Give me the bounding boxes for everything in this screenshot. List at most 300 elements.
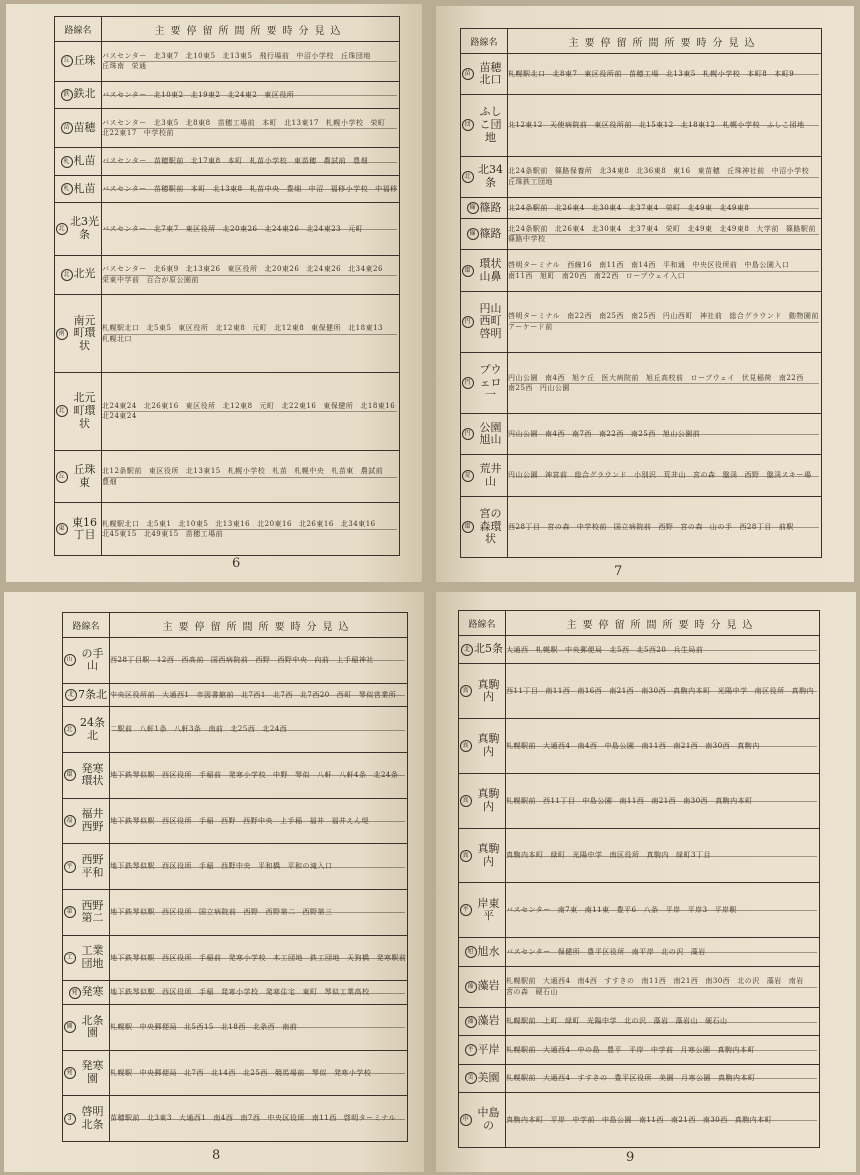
table-row — [55, 175, 400, 202]
stop-name: 北26東16 — [143, 401, 179, 410]
stop-name: 競馬場前 — [274, 1068, 305, 1077]
stop-name: 中学前 — [572, 1115, 595, 1124]
stop-list — [508, 374, 821, 393]
stop-list — [110, 1023, 407, 1031]
table-row — [55, 42, 400, 82]
route-code-badge: 真 — [460, 740, 472, 752]
stop-name: 札苗中央 — [249, 184, 280, 193]
stop-name: 大通西4 — [543, 977, 571, 986]
stop-name: 中央区役所前 — [692, 261, 738, 270]
route-name: 公園旭山 — [479, 420, 502, 447]
stop-name: 北10東2 — [153, 90, 184, 99]
stop-name: 北12東12 — [508, 121, 543, 130]
route-cell — [63, 889, 110, 935]
stop-name: 北5西15 — [184, 1023, 214, 1032]
table-row — [55, 450, 400, 503]
stop-name: 南7東 — [557, 906, 578, 915]
stop-name: 西野 — [255, 656, 271, 665]
stop-list — [508, 121, 821, 129]
route-code-badge: 鉄 — [61, 89, 73, 101]
route-label — [55, 55, 101, 68]
stop-name: 南区役所 — [609, 851, 640, 860]
stops-cell — [110, 753, 408, 799]
stop-name: 南11西 — [619, 796, 645, 805]
route-label — [55, 464, 101, 489]
route-label — [63, 986, 109, 999]
stop-name: 発寒小学校 — [228, 771, 266, 780]
stop-name: 円山公園 — [539, 383, 570, 392]
stop-name: 北49東8 — [719, 203, 750, 212]
stop-name: 北14西 — [210, 1068, 236, 1077]
timetable — [62, 612, 408, 1142]
stop-name: 南11西 — [599, 261, 624, 270]
stop-name: 札幌駅 — [535, 645, 558, 654]
stop-list — [102, 225, 399, 233]
stop-name: 北10東5 — [178, 519, 209, 528]
stop-name: 南11西 — [545, 687, 571, 696]
stop-name: 北15東12 — [638, 121, 674, 130]
stop-name: 西野第三 — [302, 908, 333, 917]
stop-name: 大通西 — [506, 645, 529, 654]
route-name: 札苗 — [73, 181, 96, 195]
stop-name: 啓明ターミナル — [508, 261, 561, 270]
table-row — [459, 828, 820, 883]
stop-name: 東保健所 — [311, 324, 342, 333]
route-code-badge: 平 — [460, 904, 472, 916]
stop-name: 豊平 — [606, 1045, 622, 1054]
stops-cell — [102, 450, 400, 503]
stop-name: 北条西 — [252, 1023, 276, 1032]
stop-name: 北49東 — [687, 224, 713, 233]
stop-name: 北34東8 — [599, 167, 630, 176]
route-cell — [55, 255, 102, 295]
route-code-badge: 篠 — [467, 228, 479, 240]
stop-name: 農試前 — [323, 157, 347, 166]
route-label — [459, 946, 505, 959]
stop-name: 西区役所 — [162, 862, 192, 871]
route-cell — [461, 352, 508, 413]
stop-name: 宮の森 — [693, 471, 716, 480]
stop-name: 旭町 — [539, 271, 555, 280]
route-name: 北元町環状 — [73, 391, 96, 430]
route-name: ふしこ団地 — [479, 105, 502, 144]
stops-cell — [110, 1096, 408, 1142]
route-name: 札苗 — [73, 154, 96, 168]
route-cell — [55, 372, 102, 450]
stop-name: 中福移 — [375, 184, 398, 193]
route-cell — [55, 295, 102, 373]
route-cell — [55, 42, 102, 82]
stop-name: 八軒3条 — [173, 725, 202, 734]
stop-name: 中学校前 — [576, 522, 607, 531]
stops-cell — [506, 1007, 820, 1035]
stops-cell — [110, 1004, 408, 1050]
stop-name: 北24東26 — [306, 265, 342, 274]
route-code-badge: 円 — [462, 377, 474, 389]
route-label — [63, 1015, 109, 1040]
route-code-badge: 発 — [69, 987, 81, 999]
table-row — [63, 1096, 408, 1142]
route-cell — [461, 95, 508, 156]
route-name: 真駒内 — [477, 841, 500, 868]
stop-name: 北26東16 — [298, 519, 334, 528]
stop-name: 南11西 — [641, 977, 667, 986]
route-label — [63, 763, 109, 788]
route-code-badge: 中 — [460, 1114, 472, 1126]
stop-name: 札苗 — [272, 467, 288, 476]
route-name: 福井西野 — [81, 807, 104, 833]
route-code-badge: 荒 — [462, 470, 474, 482]
stop-list — [102, 52, 399, 71]
stops-cell — [102, 148, 400, 175]
stop-name: 総合グラウンド — [574, 471, 627, 480]
stop-name: 円山公園 — [508, 373, 538, 382]
stop-name: 豊畑 — [353, 157, 369, 166]
stop-name: 大通西1 — [162, 690, 190, 699]
stop-name: 南20西 — [561, 271, 587, 280]
stop-name: 北20東26 — [264, 265, 300, 274]
table-row — [459, 664, 820, 719]
route-code-badge: 平 — [465, 1044, 477, 1056]
stop-name: 北24西 — [262, 725, 288, 734]
table-row — [55, 202, 400, 255]
stop-name: 真駒内本町 — [715, 796, 753, 805]
stop-name: 南22西 — [567, 312, 593, 321]
route-code-badge: 北 — [56, 405, 68, 417]
table-row — [55, 503, 400, 556]
stop-name: バスセンター — [506, 947, 551, 956]
stop-name: 苗穂工場 — [628, 69, 659, 78]
stops-cell — [102, 175, 400, 202]
route-label — [461, 106, 507, 144]
table-header-row — [63, 613, 408, 638]
table-row — [55, 295, 400, 373]
route-code-badge: 園 — [64, 1021, 76, 1033]
stops-cell — [506, 1093, 820, 1148]
stops-cell — [102, 42, 400, 82]
stop-name: 札幌駅 — [110, 1068, 133, 1077]
stop-name: 地下鉄琴似駅 — [110, 862, 155, 871]
stop-name: 北7西 — [184, 1068, 204, 1077]
stop-name: 北18東13 — [348, 324, 383, 333]
stop-name: ロープウェイ入口 — [625, 271, 686, 280]
stop-name: 南11西 — [508, 271, 533, 280]
stop-name: 豊平区役所 — [587, 947, 625, 956]
stop-name: 南30西 — [705, 977, 731, 986]
route-label — [63, 900, 109, 925]
route-column-header: 路線名 — [461, 29, 508, 54]
stop-name: 東苗穂 — [294, 157, 317, 166]
stop-name: 藻岩 — [766, 977, 782, 986]
stop-name: バスセンター — [102, 90, 147, 99]
stops-cell — [110, 707, 408, 753]
route-cell — [55, 202, 102, 255]
stop-name: 保健所 — [557, 947, 581, 956]
table-row — [63, 798, 408, 844]
stop-list — [508, 430, 821, 438]
route-label — [461, 422, 507, 447]
stop-name: 南21西 — [609, 687, 635, 696]
stop-name: バスセンター — [102, 157, 147, 166]
route-label — [461, 508, 507, 546]
stop-name: 北37東4 — [628, 203, 659, 212]
stop-name: 手稲 — [199, 816, 214, 825]
stop-name: 盤渓スキー場 — [766, 471, 812, 480]
stop-name: 札幌駅前 — [506, 741, 536, 750]
stop-name: バスセンター — [506, 906, 551, 915]
stop-list — [102, 467, 399, 486]
stop-name: 平和の滝入口 — [287, 862, 333, 871]
stop-name: 中央郵便局 — [565, 645, 603, 654]
stop-list — [102, 324, 399, 343]
table-row — [461, 54, 822, 95]
route-name: 北3光条 — [70, 215, 99, 241]
stop-list — [102, 119, 399, 138]
stop-name: 地下鉄琴似駅 — [110, 816, 155, 825]
stops-cell — [506, 966, 820, 1007]
stops-cell — [508, 54, 822, 95]
route-cell — [55, 503, 102, 556]
stop-list — [102, 157, 399, 165]
stop-name: 真駒内本町 — [673, 687, 711, 696]
route-label — [55, 517, 101, 542]
table-row — [459, 1036, 820, 1064]
stop-name: 北30東4 — [591, 203, 622, 212]
stop-name: 南30西 — [705, 741, 731, 750]
stop-name: 栄通 — [131, 62, 147, 71]
stop-name: 北34東16 — [340, 519, 376, 528]
stop-name: 北24東26 — [264, 224, 300, 233]
stop-name: 南4西 — [213, 1114, 234, 1123]
stop-name: 地下鉄琴似駅 — [110, 908, 155, 917]
stops-cell — [508, 95, 822, 156]
page-number: 6 — [232, 556, 241, 571]
stop-name: 真駒内本町 — [506, 1115, 544, 1124]
stop-name: 円山公園 — [508, 430, 538, 439]
stops-cell — [508, 455, 822, 496]
stop-name: 篠路駅前 — [785, 224, 816, 233]
stop-name: 真駒内 — [646, 851, 669, 860]
stop-list — [110, 817, 407, 825]
stops-cell — [508, 352, 822, 413]
stop-name: 南25西 — [630, 430, 656, 439]
stop-name: 南21西 — [651, 796, 677, 805]
stop-list — [110, 771, 407, 779]
stop-name: 西区役所 — [162, 771, 192, 780]
stop-name: アーケード前 — [508, 322, 553, 331]
stop-name: 中央郵便局 — [139, 1023, 177, 1032]
stop-name: 南岩 — [788, 977, 804, 986]
stop-name: 発寒小学校 — [221, 988, 259, 997]
stops-cell — [506, 636, 820, 664]
timetable — [458, 610, 820, 1148]
table-row — [55, 255, 400, 295]
stop-name: 中沼小学校 — [771, 167, 810, 176]
stop-name: 向前 — [314, 656, 330, 665]
route-cell — [63, 753, 110, 799]
table-row — [63, 638, 408, 684]
stop-name: 北20東26 — [222, 224, 258, 233]
stop-name: 南平岸 — [631, 947, 655, 956]
route-code-badge: 藻 — [465, 981, 477, 993]
stop-list — [506, 1074, 819, 1082]
stop-list — [102, 91, 399, 99]
table-row — [63, 981, 408, 1005]
stops-cell — [102, 372, 400, 450]
route-cell — [461, 496, 508, 557]
route-cell — [63, 844, 110, 890]
stop-name: 北13東15 — [185, 467, 221, 476]
route-cell — [63, 707, 110, 753]
route-code-badge: 環 — [462, 265, 474, 277]
route-code-badge: 北 — [461, 644, 473, 656]
stop-name: 北7西 — [272, 690, 293, 699]
stop-name: バスセンター — [102, 224, 147, 233]
stop-name: 北3東3 — [147, 1114, 172, 1123]
stop-name: 上手稲 — [280, 816, 303, 825]
stop-name: 北24条駅前 — [508, 224, 548, 233]
stop-name: 栄町 — [665, 224, 681, 233]
route-name: 平岸 — [477, 1042, 500, 1056]
route-cell — [459, 719, 506, 774]
stop-name: 北の沢 — [737, 977, 760, 986]
stop-name: 南21西 — [673, 977, 699, 986]
stop-list — [506, 646, 819, 654]
stop-name: すすきの — [604, 977, 635, 986]
stop-name: 南22西 — [778, 373, 804, 382]
stop-name: 前駅 — [778, 522, 794, 531]
stop-name: 西野中央 — [277, 656, 308, 665]
stop-name: ロープウェイ — [690, 373, 735, 382]
stop-name: 北25西 — [230, 725, 256, 734]
stop-list — [102, 520, 399, 539]
stop-list — [110, 988, 407, 996]
stop-name: バスセンター — [102, 118, 147, 127]
stop-name: 月寒公園 — [680, 1045, 711, 1054]
route-cell — [461, 414, 508, 455]
stop-name: 真駒内本町 — [718, 1074, 756, 1083]
stop-name: 北12東8 — [222, 401, 253, 410]
stop-name: 北49東15 — [143, 530, 179, 539]
stop-list — [508, 167, 821, 186]
stop-name: 中学前 — [650, 1045, 674, 1054]
stop-name: 円山公園 — [508, 471, 538, 480]
table-row — [461, 197, 822, 218]
stop-name: 山の手 — [709, 522, 733, 531]
stop-name: 南区役所 — [754, 687, 785, 696]
stop-name: 北12条駅前 — [102, 467, 142, 476]
route-name: 丘珠 — [73, 53, 96, 67]
route-label — [55, 315, 101, 353]
route-name: 24条北 — [80, 716, 105, 742]
table-row — [459, 1093, 820, 1148]
route-label — [461, 228, 507, 241]
table-row — [55, 148, 400, 175]
stop-name: 総合グラウンド — [729, 312, 782, 321]
stop-list — [506, 1017, 819, 1025]
route-label — [459, 980, 505, 993]
stops-cell — [110, 683, 408, 707]
route-cell — [459, 883, 506, 938]
route-name: 苗穂北口 — [479, 60, 502, 87]
stops-column-header: 主要停留所間所要時分見込 — [508, 29, 822, 54]
route-label — [63, 854, 109, 879]
route-name: 丘珠東 — [73, 462, 96, 489]
stop-name: 南4西 — [577, 741, 598, 750]
stop-name: 発寒小学校 — [228, 953, 266, 962]
route-name: 藻岩 — [477, 979, 500, 993]
stop-name: 真駒内本町 — [734, 1115, 773, 1124]
table-row — [63, 707, 408, 753]
stop-name: 豊畑 — [102, 477, 117, 486]
table-row — [461, 291, 822, 352]
stop-name: 東区役所 — [227, 265, 258, 274]
stop-name: 兵生局前 — [673, 645, 704, 654]
stop-name: 札幌駅北口 — [508, 69, 546, 78]
route-code-badge: 環 — [64, 769, 76, 781]
stops-column-header: 主要停留所間所要時分見込 — [110, 613, 408, 638]
table-row — [459, 966, 820, 1007]
route-code-badge: 工 — [64, 952, 76, 964]
stop-name: 南21西 — [670, 1115, 696, 1124]
stop-list — [110, 862, 407, 870]
stop-name: 南25西 — [508, 383, 533, 392]
stop-name: 西区役所 — [162, 953, 192, 962]
stop-name: 北24条駅前 — [508, 167, 548, 176]
route-label — [461, 164, 507, 189]
route-name: 宮の森環状 — [479, 506, 502, 546]
stop-name: 地下鉄琴似駅 — [110, 953, 155, 962]
route-cell — [461, 156, 508, 197]
route-name: 円山西町啓明 — [479, 301, 502, 341]
stop-name: 北49東 — [687, 203, 713, 212]
route-code-badge: 北 — [65, 689, 77, 701]
table-row — [63, 889, 408, 935]
stop-name: 荒井山 — [663, 471, 686, 480]
route-label — [55, 88, 101, 101]
stop-name: 西11丁目 — [543, 796, 576, 805]
stop-name: 八軒1条 — [139, 725, 167, 734]
stop-name: 北18東12 — [680, 121, 716, 130]
stop-name: 南4西 — [545, 373, 565, 382]
page-number: 7 — [614, 564, 623, 579]
route-code-badge: 札 — [61, 156, 73, 168]
stop-name: 北30東4 — [591, 224, 622, 233]
route-code-badge: 団 — [462, 119, 474, 131]
route-name: 7条北 — [78, 687, 107, 701]
stop-name: 西野中央 — [221, 862, 251, 871]
stops-cell — [506, 664, 820, 719]
stop-name: 札幌駅前 — [506, 796, 536, 805]
stop-name: 札幌駅北口 — [102, 519, 140, 528]
stop-name: 手稲前 — [199, 771, 222, 780]
route-name: 旭水 — [477, 944, 500, 958]
stop-name: 札幌駅前 — [506, 1017, 536, 1026]
stop-name: 中島公園入口 — [744, 261, 790, 270]
table-row — [55, 108, 400, 148]
stops-cell — [506, 1036, 820, 1064]
stop-name: 光陽中学 — [587, 1017, 617, 1026]
table-row — [63, 844, 408, 890]
stop-name: 北13東17 — [284, 118, 319, 127]
route-code-badge: 北 — [61, 269, 73, 281]
route-column-header: 路線名 — [459, 611, 506, 636]
stop-name: 北24東23 — [306, 224, 342, 233]
route-cell — [459, 1093, 506, 1148]
page-6 — [6, 4, 422, 582]
stop-list — [506, 1116, 819, 1124]
route-label — [461, 202, 507, 215]
